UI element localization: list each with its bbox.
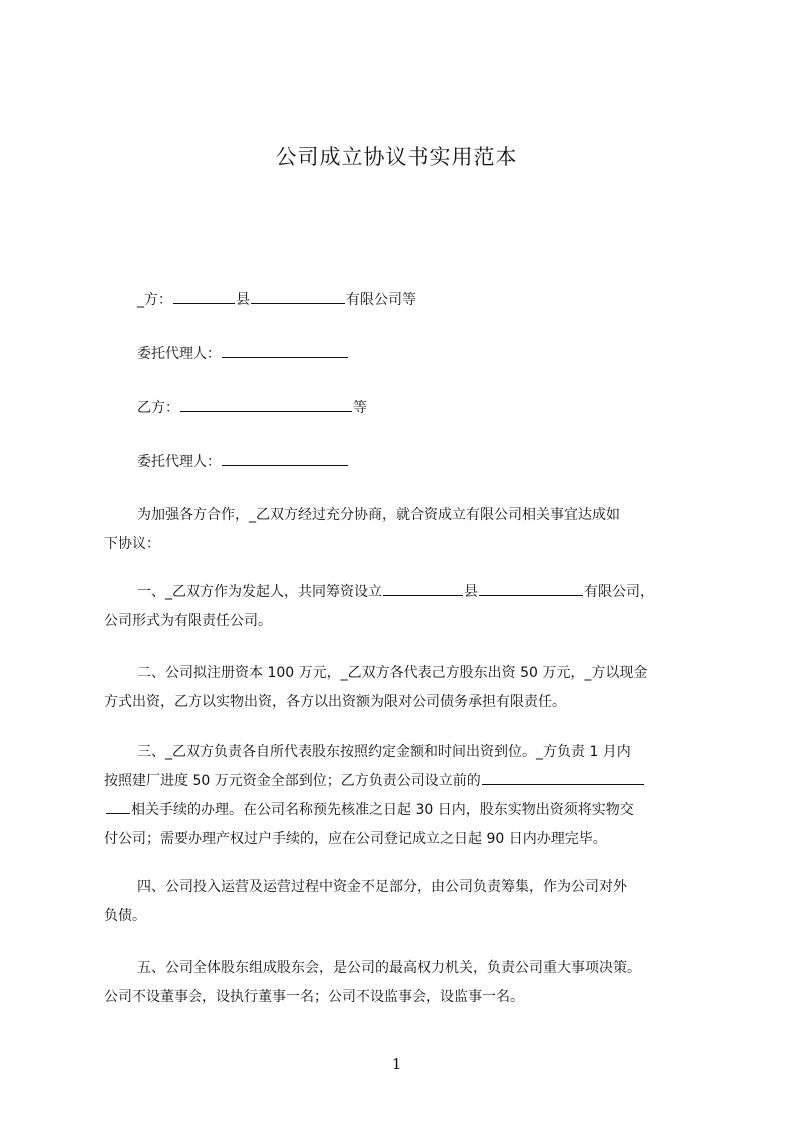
party-b-blank [180,397,352,412]
clause-3-line-3 [104,796,714,825]
party-b-label: 乙方： [137,400,179,416]
clause-3-blank-2 [106,799,130,814]
clause-1-blank-1 [383,581,463,596]
clause-3-blank-1 [482,770,644,785]
clause-3-line-3-text: 相关手续的办理。在公司名称预先核准之日起 30 日内，股东实物出资须将实物交 [131,802,634,818]
intro-line-2: 下协议： [104,536,160,552]
clause-1-county: 县 [464,584,478,600]
clause-1 [104,578,714,636]
clause-5-line-2: 公司不设董事会，设执行董事一名；公司不设监事会，设监事一名。 [104,989,524,1005]
agent-b-line [104,448,714,477]
party-a-line [104,286,714,315]
page-number: 1 [391,1055,402,1073]
clause-2 [104,659,714,717]
party-a-county: 县 [236,292,250,308]
party-b-suffix: 等 [353,400,367,416]
clause-5-line-1: 五、公司全体股东组成股东会，是公司的最高权力机关，负责公司重大事项决策。 [137,960,641,976]
clause-2-line-1: 二、公司拟注册资本 100 万元，_乙双方各代表己方股东出资 50 万元，_方以现金 [137,665,648,681]
clause-4 [104,873,714,931]
agent-a-blank [222,343,348,358]
agent-b-label: 委托代理人： [137,454,221,470]
clause-1-prefix: 一、_乙双方作为发起人，共同筹资设立 [137,584,382,600]
clause-3-line-2 [104,767,714,796]
clause-5 [104,954,714,1012]
party-a-blank-2 [251,289,345,304]
clause-1-blank-2 [479,581,583,596]
document-title: 公司成立协议书实用范本 [275,145,518,169]
clause-1-line-1 [104,578,714,607]
clause-4-line-2: 负债。 [104,908,146,924]
agent-b-blank [222,451,348,466]
party-a-blank-1 [173,289,235,304]
clause-2-line-2: 方式出资，乙方以实物出资，各方以出资额为限对公司债务承担有限责任。 [104,694,566,710]
intro-paragraph [104,501,714,559]
clause-3-line-1: 三、_乙双方负责各自所代表股东按照约定金额和时间出资到位。_方负责 1 月内 [137,744,631,760]
party-a-company: 有限公司等 [346,292,416,308]
clause-4-line-1: 四、公司投入运营及运营过程中资金不足部分，由公司负责筹集，作为公司对外 [137,879,627,895]
party-b-line [104,394,714,423]
clause-3-line-2-text: 按照建厂进度 50 万元资金全部到位；乙方负责公司设立前的 [104,773,481,789]
agent-a-line [104,340,714,369]
party-a-label: _方： [137,292,172,308]
agent-a-label: 委托代理人： [137,346,221,362]
clause-3 [104,738,714,854]
intro-line-1: 为加强各方合作，_乙双方经过充分协商，就合资成立有限公司相关事宜达成如 [137,507,620,523]
clause-3-line-4: 付公司；需要办理产权过户手续的，应在公司登记成立之日起 90 日内办理完毕。 [104,831,607,847]
clause-1-company: 有限公司， [584,584,654,600]
clause-1-line-2: 公司形式为有限责任公司。 [104,613,272,629]
